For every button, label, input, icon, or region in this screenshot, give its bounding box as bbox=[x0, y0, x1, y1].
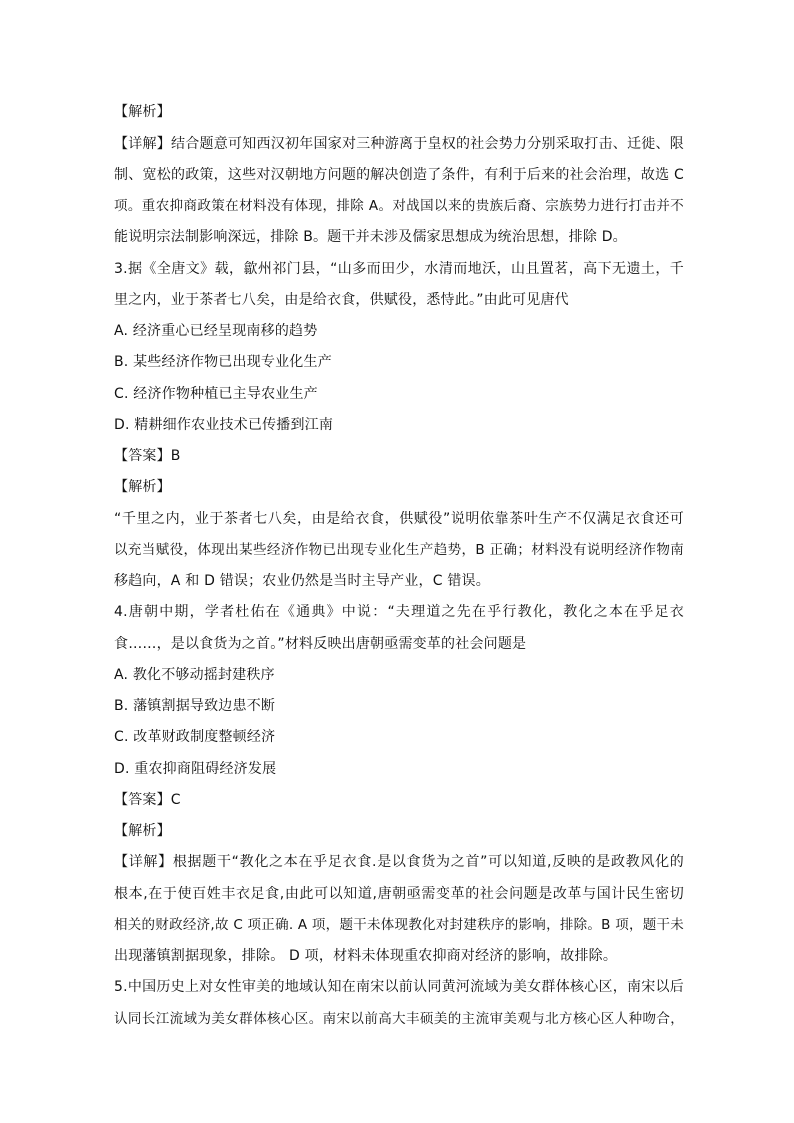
question-3-option-b: B. 某些经济作物已出现专业化生产 bbox=[114, 354, 332, 370]
question-3-option-d: D. 精耕细作农业技术已传播到江南 bbox=[114, 417, 334, 433]
section-heading-analysis: 【解析】 bbox=[114, 479, 171, 495]
question-4-option-c: C. 改革财政制度整顿经济 bbox=[114, 729, 276, 745]
text-line: 【详解】结合题意可知西汉初年国家对三种游离于皇权的社会势力分别采取打击、迁徙、限 bbox=[114, 136, 684, 152]
text-line: “千里之内，业于茶者七八矣，由是给衣食，供赋役”说明依靠茶叶生产不仅满足衣食还可 bbox=[114, 511, 684, 527]
text-line: 【详解】根据题干“教化之本在乎足衣食.是以食货为之首”可以知道,反映的是政教风化的 bbox=[114, 854, 684, 870]
question-4-option-d: D. 重农抑商阻碍经济发展 bbox=[114, 761, 277, 777]
answer-label: 【答案】B bbox=[114, 448, 181, 464]
question-4-option-b: B. 藩镇割据导致边患不断 bbox=[114, 698, 276, 714]
text-line: 以充当赋役，体现出某些经济作物已出现专业化生产趋势，B 正确；材料没有说明经济作物南 bbox=[114, 542, 684, 558]
text-line: 根本,在于使百姓丰衣足食,由此可以知道,唐朝亟需变革的社会问题是改革与国计民生密切 bbox=[114, 886, 684, 902]
question-5-stem: 认同长江流域为美女群体核心区。南宋以前高大丰硕美的主流审美观与北方核心区人种吻合， bbox=[114, 1011, 684, 1027]
question-3-stem: 里之内，业于茶者七八矣，由是给衣食，供赋役，悉恃此。”由此可见唐代 bbox=[114, 292, 569, 308]
text-line: 制、宽松的政策，这些对汉朝地方问题的解决创造了条件，有利于后来的社会治理，故选 C bbox=[114, 167, 684, 183]
section-heading-analysis: 【解析】 bbox=[114, 104, 171, 120]
question-4-stem: 4.唐朝中期，学者杜佑在《通典》中说：“夫理道之先在乎行教化，教化之本在乎足衣 bbox=[114, 604, 684, 620]
text-line: 项。重农抑商政策在材料没有体现，排除 A。对战国以来的贵族后裔、宗族势力进行打击并不 bbox=[114, 198, 684, 214]
text-line: 移趋向，A 和 D 错误；农业仍然是当时主导产业，C 错误。 bbox=[114, 573, 490, 589]
question-4-option-a: A. 教化不够动摇封建秩序 bbox=[114, 667, 275, 683]
text-line: 出现藩镇割据现象，排除。 D 项，材料未体现重农抑商对经济的影响，故排除。 bbox=[114, 948, 618, 964]
question-3-stem: 3.据《全唐文》载，歙州祁门县，“山多而田少，水清而地沃，山且置茗，高下无遗土，千 bbox=[114, 261, 684, 277]
answer-label: 【答案】C bbox=[114, 792, 181, 808]
text-line: 相关的财政经济,故 C 项正确. A 项，题干未体现教化对封建秩序的影响，排除。B 项，题干未 bbox=[114, 917, 684, 933]
section-heading-analysis: 【解析】 bbox=[114, 823, 171, 839]
question-3-option-c: C. 经济作物种植已主导农业生产 bbox=[114, 386, 318, 402]
question-5-stem: 5.中国历史上对女性审美的地域认知在南宋以前认同黄河流域为美女群体核心区，南宋以后 bbox=[114, 979, 684, 995]
text-line: 能说明宗法制影响深远，排除 B。题干并未涉及儒家思想成为统治思想，排除 D。 bbox=[114, 229, 627, 245]
question-4-stem: 食……，是以食货为之首。”材料反映出唐朝亟需变革的社会问题是 bbox=[114, 636, 527, 652]
question-3-option-a: A. 经济重心已经呈现南移的趋势 bbox=[114, 323, 318, 339]
